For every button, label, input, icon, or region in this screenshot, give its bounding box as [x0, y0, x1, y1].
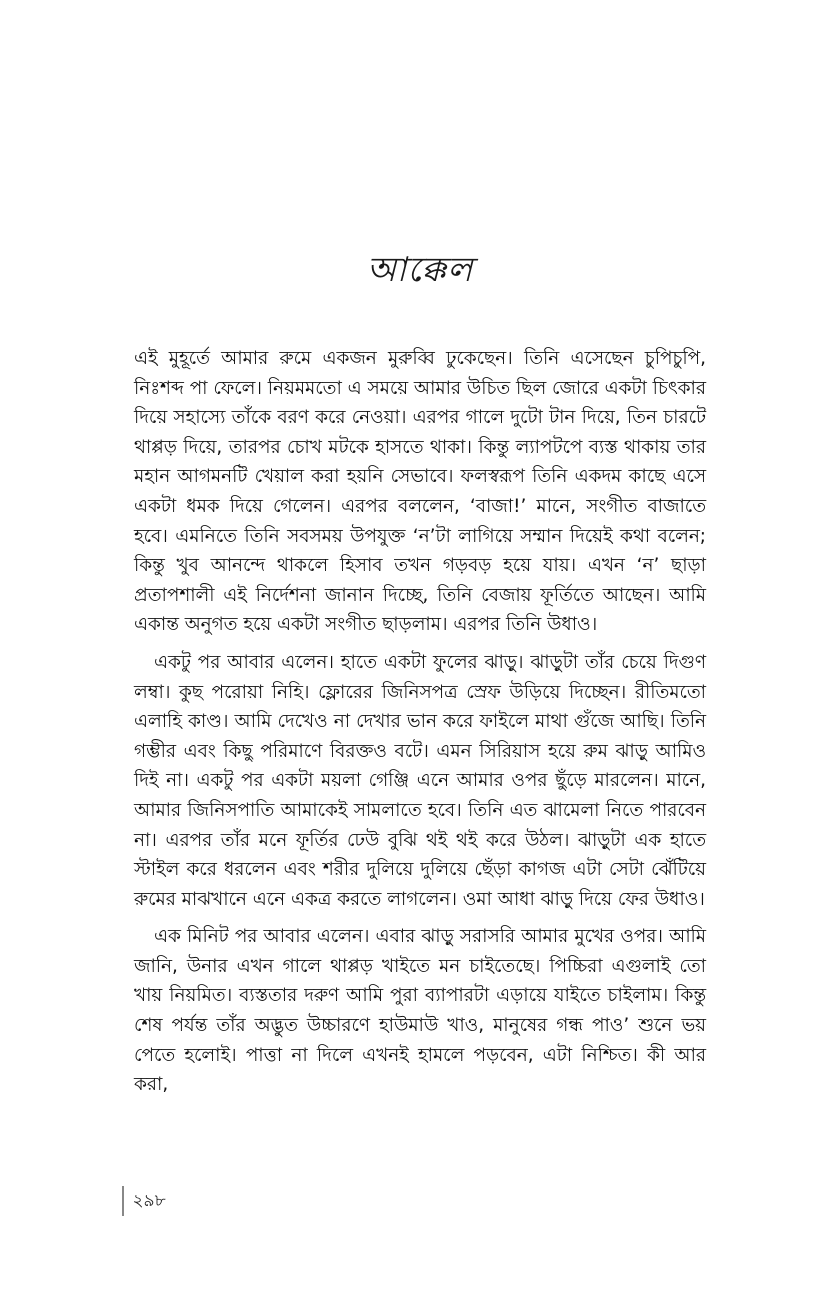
chapter-title: আক্কেল	[366, 250, 474, 290]
paragraph-2: একটু পর আবার এলেন। হাতে একটা ফুলের ঝাড়ু। ঝাড়ুটা তাঁর চেয়ে দিগুণ লম্বা। কুছ পরোয়া নিহি। ফ্লোরের জিনিসপত্র স্রেফ উড়িয়ে দিচ্ছেন। রীতিমতো এলাহি কাণ্ড। আমি দেখেও না দেখার ভান করে ফাইলে মাথা গুঁজে আছি। তিনি গম্ভীর এবং কিছু পরিমাণে বিরক্তও বটে। এমন সিরিয়াস হয়ে রুম ঝাড়ু আমিও দিই না। একটু পর একটা ময়লা গেঞ্জি এনে আমার ওপর ছুঁড়ে মারলেন। মানে, আমার জিনিসপাতি আমাকেই সামলাতে হবে। তিনি এত ঝামেলা নিতে পারবেন না। এরপর তাঁর মনে ফূর্তির ঢেউ বুঝি থই থই করে উঠল। ঝাড়ুটা এক হাতে স্টাইল করে ধরলেন এবং শরীর দুলিয়ে দুলিয়ে ছেঁড়া কাগজ এটা সেটা ঝেঁটিয়ে রুমের মাঝখানে এনে একত্র করতে লাগলেন। ওমা আধা ঝাড়ু দিয়ে ফের উধাও।	[134, 651, 706, 910]
page-footer	[122, 1186, 166, 1216]
paragraph-1: এই মুহূর্তে আমার রুমে একজন মুরুব্বি ঢুকেছেন। তিনি এসেছেন চুপিচুপি, নিঃশব্দ পা ফেলে। নিয়মমতো এ সময়ে আমার উচিত ছিল জোরে একটা চিৎকার দিয়ে সহাস্যে তাঁকে বরণ করে নেওয়া। এরপর গালে দুটো টান দিয়ে, তিন চারটে থাপ্পড় দিয়ে, তারপর চোখ মটকে হাসতে থাকা। কিন্তু ল্যাপটপে ব্যস্ত থাকায় তার মহান আগমনটি খেয়াল করা হয়নি সেভাবে। ফলস্বরূপ তিনি একদম কাছে এসে একটা ধমক দিয়ে গেলেন। এরপর বললেন, ‘বাজা!’ মানে, সংগীত বাজাতে হবে। এমনিতে তিনি সবসময় উপযুক্ত ‘ন’টা লাগিয়ে সম্মান দিয়েই কথা বলেন; কিন্তু খুব আনন্দে থাকলে হিসাব তখন গড়বড় হয়ে যায়। এখন ‘ন’ ছাড়া প্রতাপশালী এই নির্দেশনা জানান দিচ্ছে, তিনি বেজায় ফূর্তিতে আছেন। আমি একান্ত অনুগত হয়ে একটা সংগীত ছাড়লাম। এরপর তিনি উধাও।	[134, 348, 706, 636]
body-text	[134, 344, 706, 1108]
paragraph-3: এক মিনিট পর আবার এলেন। এবার ঝাড়ু সরাসরি আমার মুখের ওপর। আমি জানি, উনার এখন গালে থাপ্পড় খাইতে মন চাইতেছে। পিচ্চিরা এগুলাই তো খায় নিয়মিত। ব্যস্ততার দরুণ আমি পুরা ব্যাপারটা এড়ায়ে যাইতে চাইলাম। কিন্তু শেষ পর্যন্ত তাঁর অদ্ভুত উচ্চারণে হাউমাউ খাও, মানুষের গন্ধ পাও’ শুনে ভয় পেতে হলোই। পাত্তা না দিলে এখনই হামলে পড়বেন, এটা নিশ্চিত। কী আর করা,	[134, 926, 706, 1096]
page-number: ২৯৮	[132, 1191, 166, 1211]
footer-rule	[122, 1186, 124, 1216]
